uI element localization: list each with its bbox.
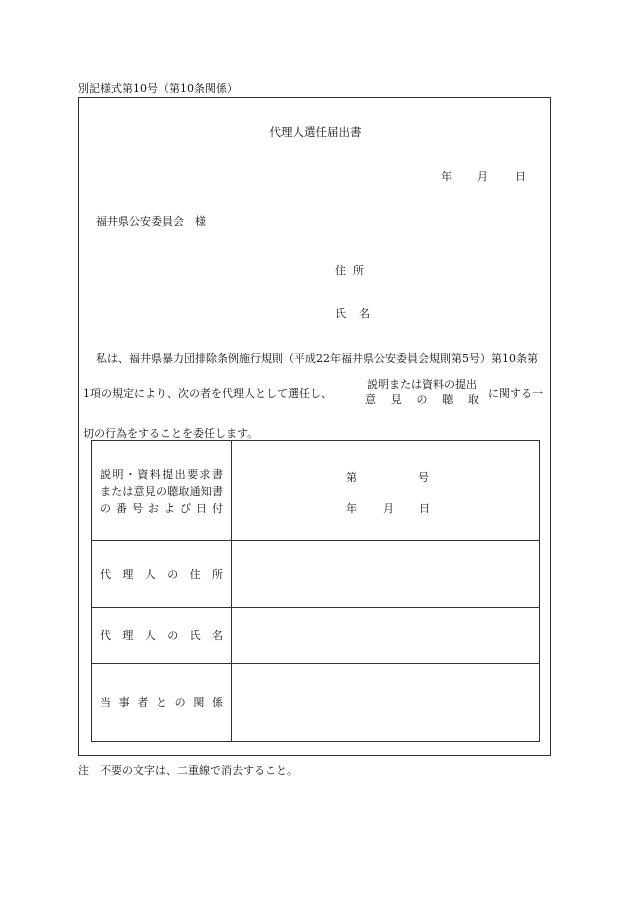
table-row-relationship [92, 663, 539, 741]
form-title: 代理人選任届出書 [269, 125, 362, 139]
purpose-choice [355, 377, 489, 407]
applicant-name-label: 氏名 [335, 307, 383, 320]
number-suffix: 号 [418, 471, 429, 484]
applicant-address-label: 住所 [335, 264, 371, 277]
row-document-number-label [92, 466, 231, 517]
number-prefix: 第 [346, 471, 357, 484]
row-agent-name-label: 代理人の氏名 [100, 629, 223, 642]
form-frame [78, 97, 551, 756]
agent-info-table [91, 440, 540, 742]
date-month-label: 月 [477, 170, 488, 183]
table-row-agent-name [92, 607, 539, 663]
form-reference: 別記様式第10号（第10条関係） [78, 82, 238, 95]
body-text-line3: 切の行為をすることを委任します。 [83, 427, 259, 440]
document-date-field [346, 500, 430, 516]
body-text-line1: 私は、福井県暴力団排除条例施行規則（平成22年福井県公安委員会規則第5号）第10条第 [96, 352, 538, 365]
label-line: または意見の聴取通知書 [100, 485, 223, 498]
date-day-label: 日 [515, 170, 526, 183]
document-number-field [346, 469, 429, 485]
doc-date-month: 月 [383, 502, 394, 515]
choice-hearing: 意見の聴取 [365, 393, 479, 406]
doc-date-year: 年 [346, 502, 357, 515]
body-text-line2-end: に関する一 [488, 387, 543, 400]
body-text-line2-start: 1項の規定により、次の者を代理人として選任し、 [83, 387, 332, 400]
choice-explanation-materials: 説明または資料の提出 [367, 378, 477, 391]
label-line: の番号および日付 [100, 502, 223, 515]
table-row-agent-address [92, 540, 539, 607]
footnote: 注 不要の文字は、二重線で消去すること。 [78, 764, 298, 777]
row-relationship-label: 当事者との関係 [100, 696, 223, 709]
date-year-label: 年 [441, 170, 452, 183]
row-agent-address-label: 代理人の住所 [100, 568, 223, 581]
label-line: 説明・資料提出要求書 [100, 468, 223, 481]
addressee: 福井県公安委員会 様 [96, 215, 206, 228]
doc-date-day: 日 [419, 502, 430, 515]
submission-date [441, 168, 526, 184]
